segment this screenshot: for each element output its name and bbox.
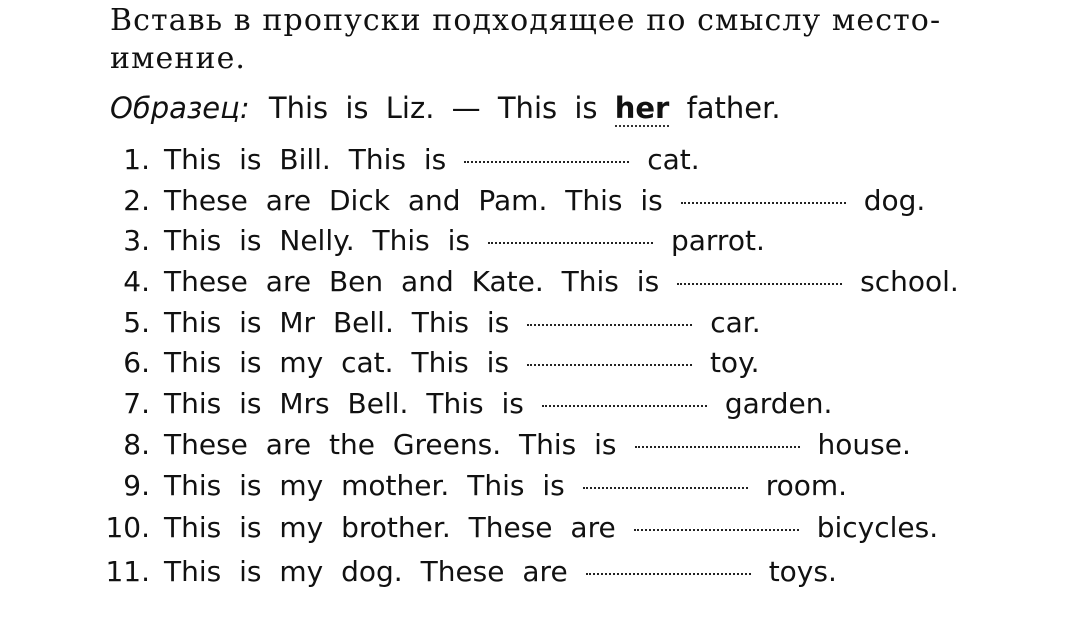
example-label: Образец: bbox=[110, 91, 250, 125]
example-sentence-end: father. bbox=[686, 91, 781, 125]
item-number: 9. bbox=[123, 469, 150, 502]
item-number: 10. bbox=[105, 511, 150, 544]
item-text-after: toys. bbox=[768, 555, 837, 588]
item-text-before: This is my mother. This is bbox=[164, 469, 565, 502]
exercise-item-5 bbox=[100, 303, 761, 343]
item-text-before: These are Ben and Kate. This is bbox=[164, 265, 660, 298]
item-number: 4. bbox=[123, 265, 150, 298]
exercise-item-1 bbox=[100, 140, 700, 180]
exercise-item-11 bbox=[100, 552, 837, 592]
exercise-item-6 bbox=[100, 343, 760, 383]
item-number: 6. bbox=[123, 346, 150, 379]
answer-blank[interactable] bbox=[527, 362, 692, 366]
answer-blank[interactable] bbox=[635, 444, 800, 448]
answer-blank[interactable] bbox=[677, 281, 842, 285]
item-text-before: This is Nelly. This is bbox=[164, 224, 470, 257]
item-text-before: This is my brother. These are bbox=[164, 511, 616, 544]
item-text-after: cat. bbox=[647, 143, 700, 176]
answer-blank[interactable] bbox=[634, 527, 799, 531]
answer-blank[interactable] bbox=[681, 200, 846, 204]
instruction-line-2: имение. bbox=[110, 41, 247, 76]
item-number: 5. bbox=[123, 306, 150, 339]
item-text-after: house. bbox=[817, 428, 911, 461]
exercise-item-10 bbox=[100, 508, 938, 548]
example-sentence-start: This is Liz. — This is bbox=[268, 91, 598, 125]
exercise-item-9 bbox=[100, 466, 847, 506]
answer-blank[interactable] bbox=[464, 159, 629, 163]
item-number: 2. bbox=[123, 184, 150, 217]
item-text-before: These are Dick and Pam. This is bbox=[164, 184, 663, 217]
item-number: 1. bbox=[123, 143, 150, 176]
item-text-before: This is my cat. This is bbox=[164, 346, 509, 379]
item-number: 11. bbox=[105, 555, 150, 588]
item-text-after: toy. bbox=[709, 346, 760, 379]
example-answer: her bbox=[614, 91, 670, 125]
item-text-before: This is Bill. This is bbox=[164, 143, 447, 176]
item-text-after: parrot. bbox=[670, 224, 765, 257]
item-text-before: This is Mrs Bell. This is bbox=[164, 387, 524, 420]
item-text-after: garden. bbox=[724, 387, 833, 420]
item-text-before: These are the Greens. This is bbox=[164, 428, 617, 461]
item-text-after: school. bbox=[860, 265, 959, 298]
exercise-item-3 bbox=[100, 221, 765, 261]
item-text-after: bicycles. bbox=[816, 511, 939, 544]
item-text-before: This is Mr Bell. This is bbox=[164, 306, 510, 339]
item-text-after: dog. bbox=[863, 184, 926, 217]
exercise-item-7 bbox=[100, 384, 832, 424]
answer-blank[interactable] bbox=[488, 240, 653, 244]
instruction-line-1: Вставь в пропуски подходящее по смыслу место- bbox=[110, 3, 942, 38]
exercise-item-2 bbox=[100, 181, 925, 221]
answer-blank[interactable] bbox=[586, 571, 751, 575]
item-number: 7. bbox=[123, 387, 150, 420]
item-number: 8. bbox=[123, 428, 150, 461]
item-text-after: car. bbox=[710, 306, 761, 339]
item-text-before: This is my dog. These are bbox=[164, 555, 568, 588]
exercise-item-8 bbox=[100, 425, 911, 465]
answer-blank[interactable] bbox=[583, 485, 748, 489]
answer-blank[interactable] bbox=[527, 322, 692, 326]
answer-blank[interactable] bbox=[542, 403, 707, 407]
item-text-after: room. bbox=[765, 469, 848, 502]
item-number: 3. bbox=[123, 224, 150, 257]
exercise-item-4 bbox=[100, 262, 959, 302]
